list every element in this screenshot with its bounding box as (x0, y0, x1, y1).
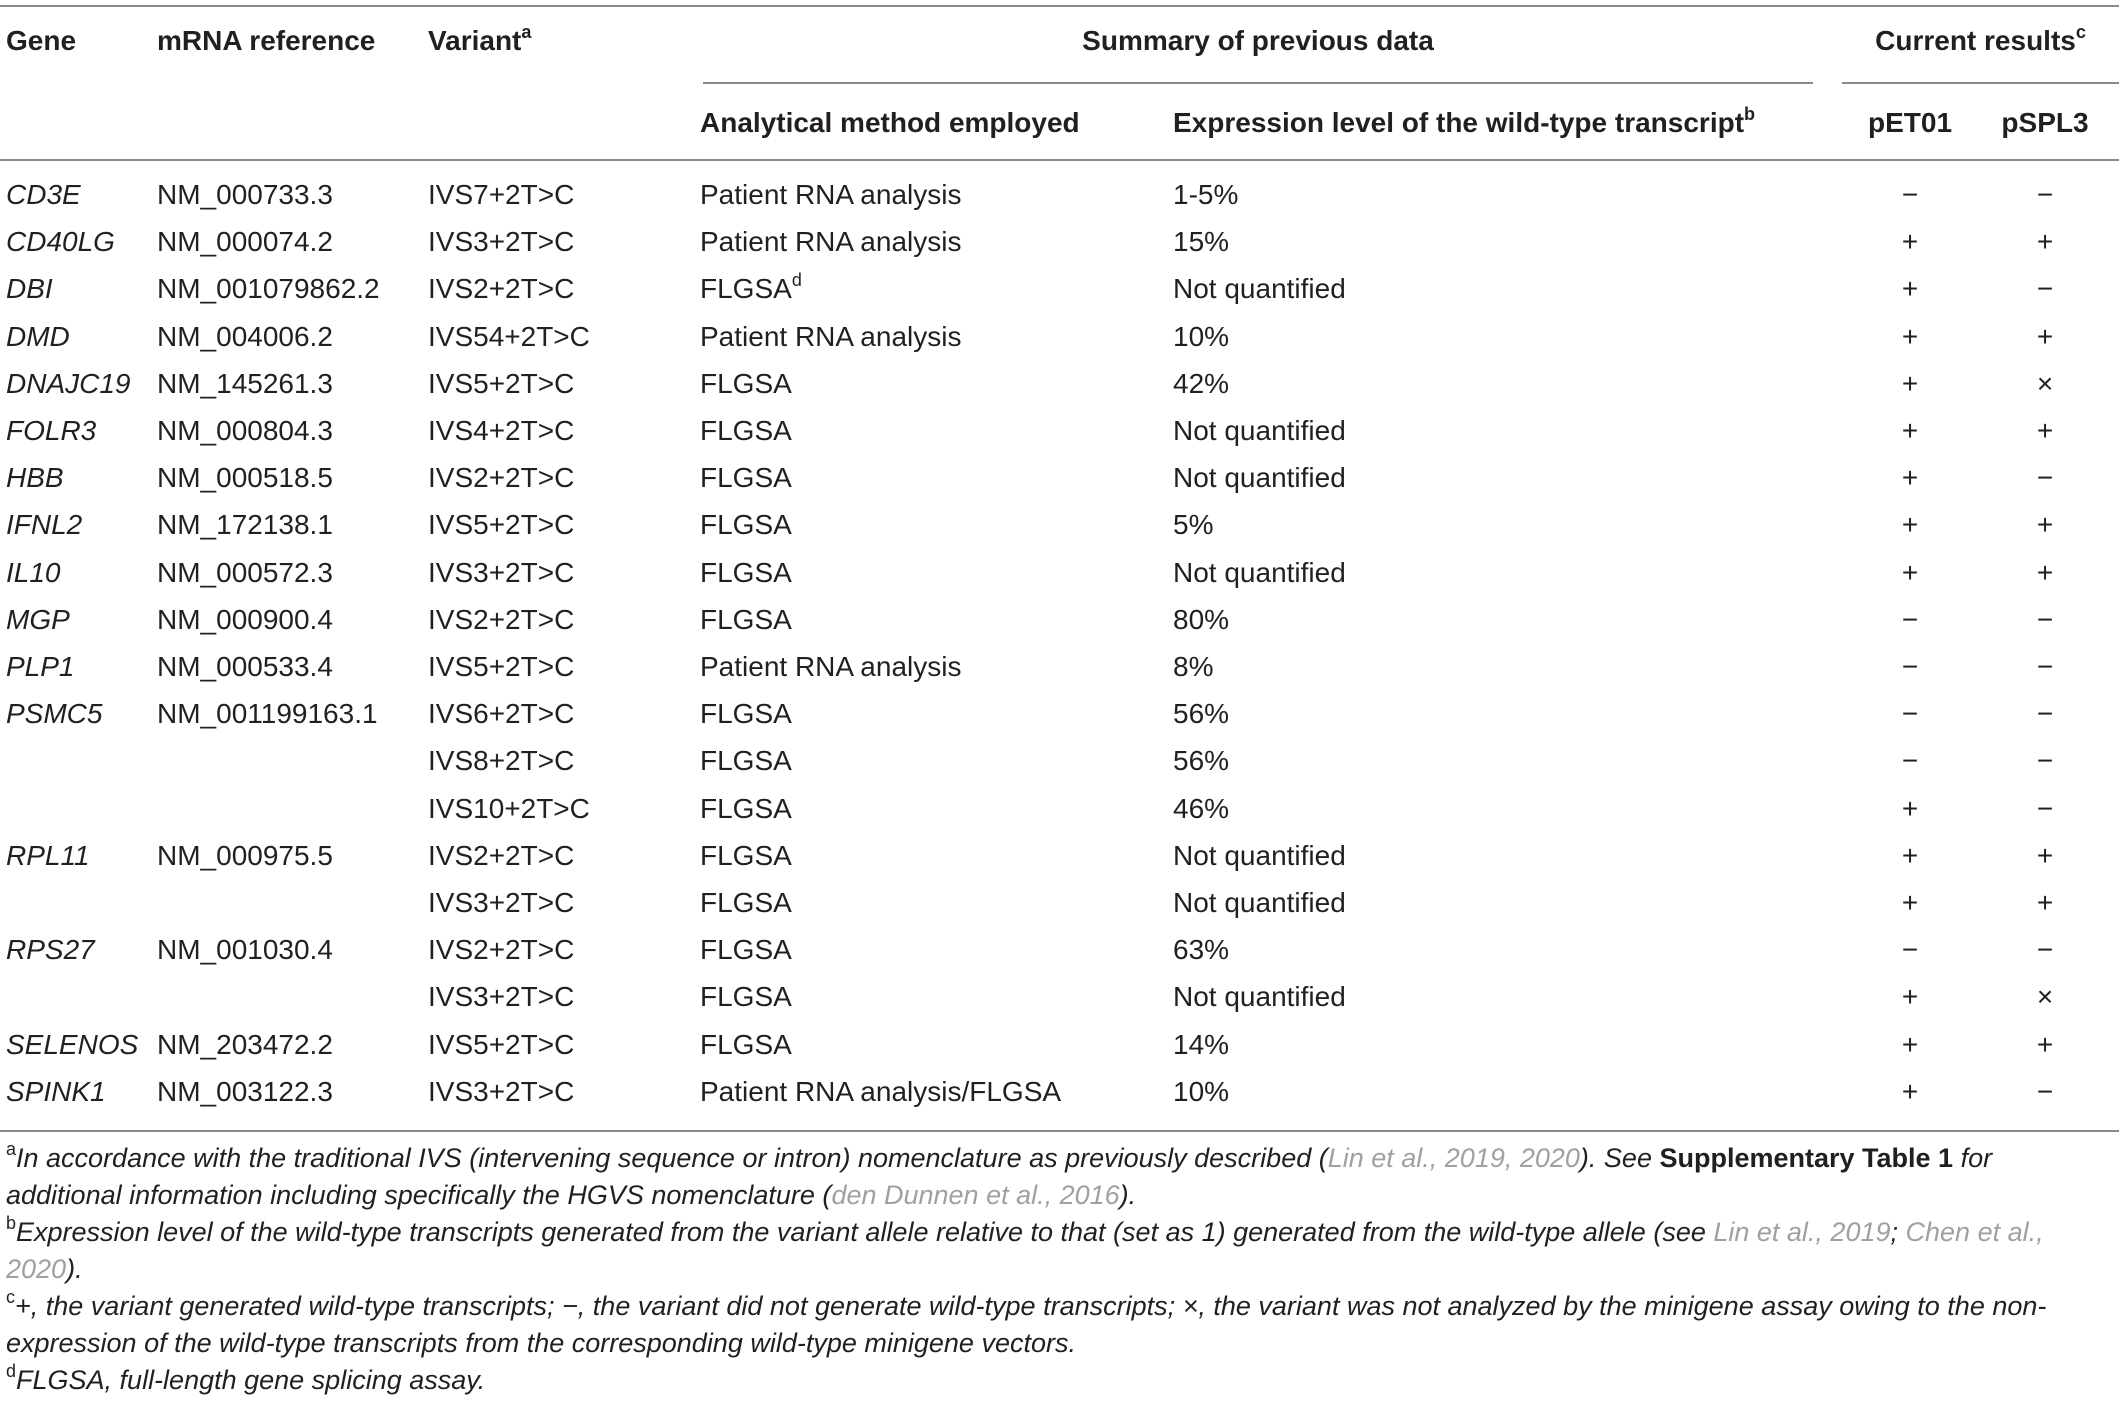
cell-pspl3: × (2036, 368, 2054, 399)
cell-method: FLGSA (700, 981, 792, 1012)
header-expression-level: Expression level of the wild-type transcript$^b$ (1173, 103, 1756, 138)
cell-pet01: − (1901, 698, 1919, 729)
cell-pet01: + (1901, 321, 1919, 352)
cell-variant: IVS2+2T>C (428, 273, 575, 304)
cell-gene: DMD (6, 321, 70, 352)
cell-gene: CD40LG (6, 226, 115, 257)
cell-expression-level: Not quantified (1173, 981, 1346, 1012)
cell-gene: FOLR3 (6, 415, 97, 446)
cell-expression-level: 63% (1173, 934, 1230, 965)
cell-variant: IVS7+2T>C (428, 179, 575, 210)
citation-chen-2020[interactable]: Chen et al., 2020 (6, 1217, 2044, 1284)
cell-gene: MGP (6, 604, 70, 635)
top-rule (0, 5, 2119, 7)
cell-expression-level: 56% (1173, 745, 1230, 776)
header-summary-previous-data: Summary of previous data (1082, 25, 1434, 56)
cell-method: FLGSA (700, 1029, 792, 1060)
cell-method: Patient RNA analysis/FLGSA (700, 1076, 1062, 1107)
cell-method: Patient RNA analysis (700, 226, 962, 257)
cell-pspl3: − (2036, 698, 2054, 729)
cell-pspl3: + (2036, 509, 2054, 540)
cell-pet01: − (1901, 604, 1919, 635)
cell-method: FLGSA (700, 604, 792, 635)
cell-pet01: + (1901, 557, 1919, 588)
cell-mrna-reference: NM_000074.2 (157, 226, 333, 257)
cell-pspl3: − (2036, 604, 2054, 635)
cell-pet01: + (1901, 793, 1919, 824)
cell-pspl3: + (2036, 1029, 2054, 1060)
footnote-a: $^a$In accordance with the traditional IVS (intervening sequence or intron) nomenclature as previously described (Lin et al., 2019, 2020). See Supplementary Table 1 for additional information including specifically the HGVS nomenclature (den Dunnen et al., 2016). (6, 1139, 1993, 1210)
cell-variant: IVS5+2T>C (428, 509, 575, 540)
current-underline (1842, 82, 2119, 84)
cell-expression-level: 5% (1173, 509, 1214, 540)
cell-method: FLGSA (700, 698, 792, 729)
cell-pet01: − (1901, 179, 1919, 210)
cell-gene: PLP1 (6, 651, 75, 682)
cell-method: Patient RNA analysis (700, 651, 962, 682)
cell-method: FLGSA (700, 934, 792, 965)
cell-gene: PSMC5 (6, 698, 103, 729)
cell-expression-level: 14% (1173, 1029, 1230, 1060)
cell-pet01: + (1901, 1076, 1919, 1107)
footnote-d: $^d$FLGSA, full-length gene splicing assay. (6, 1361, 486, 1395)
cell-pet01: + (1901, 981, 1919, 1012)
header-bottom-rule (0, 159, 2119, 161)
cell-variant: IVS5+2T>C (428, 651, 575, 682)
cell-expression-level: 10% (1173, 1076, 1230, 1107)
cell-method: FLGSA (700, 745, 792, 776)
cell-mrna-reference: NM_004006.2 (157, 321, 333, 352)
cell-pspl3: − (2036, 793, 2054, 824)
citation-den-dunnen-2016[interactable]: den Dunnen et al., 2016 (831, 1180, 1120, 1210)
header-pet01: pET01 (1867, 107, 1953, 138)
cell-mrna-reference: NM_000533.4 (157, 651, 333, 682)
cell-method: FLGSA (700, 887, 792, 918)
cell-expression-level: 1-5% (1173, 179, 1239, 210)
cell-variant: IVS5+2T>C (428, 1029, 575, 1060)
cell-pspl3: + (2036, 226, 2054, 257)
cell-gene: SELENOS (6, 1029, 139, 1060)
cell-pspl3: − (2036, 651, 2054, 682)
cell-gene: DNAJC19 (6, 368, 131, 399)
cell-pspl3: + (2036, 887, 2054, 918)
cell-gene: IFNL2 (6, 509, 83, 540)
cell-variant: IVS54+2T>C (428, 321, 590, 352)
cell-method: FLGSA (700, 415, 792, 446)
cell-pspl3: − (2036, 1076, 2054, 1107)
cell-variant: IVS3+2T>C (428, 557, 575, 588)
cell-gene: HBB (6, 462, 64, 493)
cell-expression-level: 42% (1173, 368, 1230, 399)
cell-expression-level: Not quantified (1173, 887, 1346, 918)
cell-mrna-reference: NM_001079862.2 (157, 273, 380, 304)
cell-mrna-reference: NM_000804.3 (157, 415, 333, 446)
cell-pspl3: + (2036, 321, 2054, 352)
cell-pspl3: + (2036, 415, 2054, 446)
cell-pet01: + (1901, 415, 1919, 446)
cell-method: Patient RNA analysis (700, 179, 962, 210)
cell-mrna-reference: NM_145261.3 (157, 368, 333, 399)
cell-method: FLGSA (700, 509, 792, 540)
header-variant: Variant$^a$ (428, 21, 532, 56)
cell-pet01: + (1901, 368, 1919, 399)
cell-pet01: + (1901, 840, 1919, 871)
cell-variant: IVS4+2T>C (428, 415, 575, 446)
header-mrna-reference: mRNA reference (157, 25, 376, 56)
cell-variant: IVS2+2T>C (428, 604, 575, 635)
cell-gene: DBI (6, 273, 53, 304)
cell-variant: IVS3+2T>C (428, 226, 575, 257)
cell-pspl3: + (2036, 557, 2054, 588)
cell-variant: IVS3+2T>C (428, 887, 575, 918)
cell-variant: IVS2+2T>C (428, 462, 575, 493)
cell-expression-level: 8% (1173, 651, 1214, 682)
cell-mrna-reference: NM_203472.2 (157, 1029, 333, 1060)
header-gene: Gene (6, 25, 77, 56)
cell-pet01: + (1901, 887, 1919, 918)
cell-gene: CD3E (6, 179, 81, 210)
cell-pet01: + (1901, 226, 1919, 257)
cell-mrna-reference: NM_000900.4 (157, 604, 333, 635)
cell-variant: IVS10+2T>C (428, 793, 590, 824)
cell-expression-level: Not quantified (1173, 415, 1346, 446)
header-pspl3: pSPL3 (2001, 107, 2089, 138)
cell-method: FLGSA (700, 462, 792, 493)
cell-pet01: + (1901, 273, 1919, 304)
cell-method: FLGSA (700, 840, 792, 871)
cell-mrna-reference: NM_000518.5 (157, 462, 333, 493)
cell-method: FLGSA (700, 557, 792, 588)
citation-lin-2019-2020[interactable]: Lin et al., 2019, 2020 (1327, 1143, 1580, 1173)
cell-pspl3: − (2036, 179, 2054, 210)
cell-variant: IVS5+2T>C (428, 368, 575, 399)
cell-pspl3: × (2036, 981, 2054, 1012)
cell-pspl3: − (2036, 462, 2054, 493)
footnote-b: $^b$Expression level of the wild-type transcripts generated from the variant allele relative to that (set as 1) generated from the wild-type allele (see Lin et al., 2019; Chen et al., 2020). (6, 1213, 2044, 1284)
cell-expression-level: 56% (1173, 698, 1230, 729)
cell-method: FLGSA$^d$ (700, 269, 802, 304)
cell-gene: IL10 (6, 557, 61, 588)
cell-mrna-reference: NM_000733.3 (157, 179, 333, 210)
cell-expression-level: 80% (1173, 604, 1230, 635)
cell-pspl3: − (2036, 273, 2054, 304)
cell-mrna-reference: NM_001030.4 (157, 934, 333, 965)
cell-method: Patient RNA analysis (700, 321, 962, 352)
cell-expression-level: Not quantified (1173, 557, 1346, 588)
cell-pet01: − (1901, 651, 1919, 682)
cell-expression-level: 46% (1173, 793, 1230, 824)
cell-pet01: − (1901, 934, 1919, 965)
cell-expression-level: Not quantified (1173, 273, 1346, 304)
cell-pet01: + (1901, 462, 1919, 493)
cell-expression-level: Not quantified (1173, 462, 1346, 493)
cell-pspl3: − (2036, 934, 2054, 965)
cell-expression-level: 15% (1173, 226, 1230, 257)
header-analytical-method: Analytical method employed (700, 107, 1080, 138)
supplementary-table-link[interactable]: Supplementary Table 1 (1659, 1143, 1954, 1173)
cell-variant: IVS6+2T>C (428, 698, 575, 729)
summary-underline (703, 82, 1813, 84)
cell-variant: IVS8+2T>C (428, 745, 575, 776)
cell-gene: SPINK1 (6, 1076, 106, 1107)
cell-method: FLGSA (700, 368, 792, 399)
cell-pspl3: + (2036, 840, 2054, 871)
footnote-c: $^c$+, the variant generated wild-type transcripts; −, the variant did not generate wild-type transcripts; ×, the variant was not analyzed by the minigene assay owing to the non-expression of the wild-type transcripts from the corresponding wild-type minigene vectors. (6, 1287, 2047, 1358)
cell-variant: IVS2+2T>C (428, 840, 575, 871)
cell-mrna-reference: NM_000572.3 (157, 557, 333, 588)
cell-mrna-reference: NM_003122.3 (157, 1076, 333, 1107)
cell-gene: RPS27 (6, 934, 95, 965)
header-current-results: Current results$^c$ (1875, 21, 2086, 56)
cell-mrna-reference: NM_001199163.1 (157, 698, 378, 729)
body-bottom-rule (0, 1130, 2119, 1132)
cell-expression-level: 10% (1173, 321, 1230, 352)
cell-pet01: + (1901, 509, 1919, 540)
citation-lin-2019[interactable]: Lin et al., 2019 (1713, 1217, 1891, 1247)
cell-method: FLGSA (700, 793, 792, 824)
cell-mrna-reference: NM_172138.1 (157, 509, 333, 540)
cell-expression-level: Not quantified (1173, 840, 1346, 871)
cell-pspl3: − (2036, 745, 2054, 776)
cell-variant: IVS3+2T>C (428, 1076, 575, 1107)
cell-gene: RPL11 (6, 840, 90, 871)
cell-variant: IVS3+2T>C (428, 981, 575, 1012)
cell-mrna-reference: NM_000975.5 (157, 840, 333, 871)
cell-variant: IVS2+2T>C (428, 934, 575, 965)
cell-pet01: − (1901, 745, 1919, 776)
cell-pet01: + (1901, 1029, 1919, 1060)
